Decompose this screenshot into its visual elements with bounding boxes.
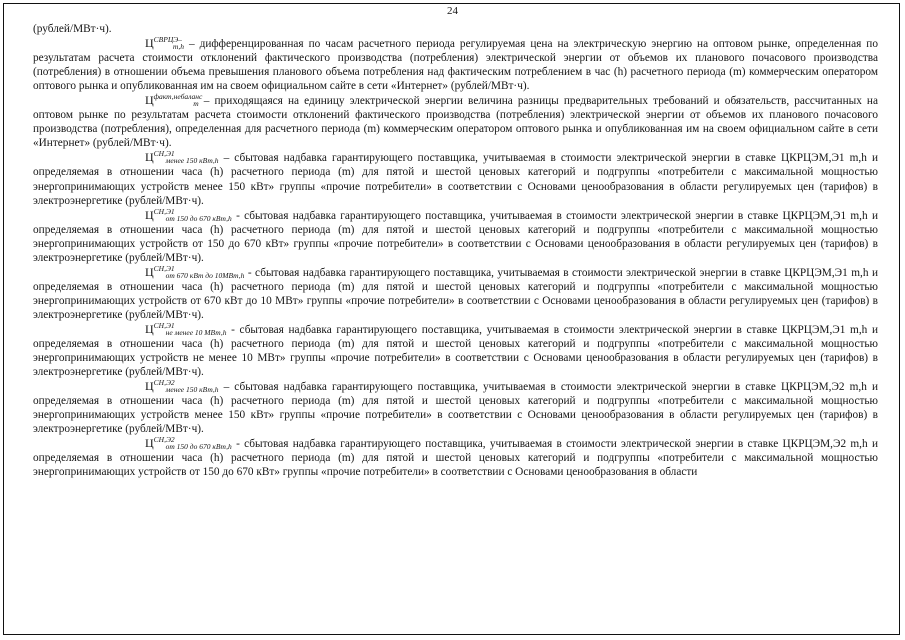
formula-symbol: $Ц^{СВРЦЭ-}_{m,h}$ [145,35,184,52]
formula-symbol: $Ц^{СН,Э1}_{от 670 кВт до 10МВт,h}$ [145,263,245,280]
paragraph [33,436,878,479]
paragraph-text: – сбытовая надбавка гарантирующего поставщика, учитываемая в стоимости электрической энергии в ставке ЦКРЦЭМ,Э1 m,h и определяемая в отношении часа (h) расчетного периода (m) для пятой и шестой ценовых категорий и подгруппы «потребители с максимальной мощностью энергопринимающих устройств менее 150 кВт» группы «прочие потребители» в соответствии с Основами ценообразования в области регулируемых цен (тарифов) в электроэнергетике (рублей/МВт·ч). [33,152,878,207]
paragraph-text: - сбытовая надбавка гарантирующего поставщика, учитываемая в стоимости электрической энергии в ставке ЦКРЦЭМ,Э2 m,h и определяемая в отношении часа (h) расчетного периода (m) для пятой и шестой ценовых категорий и подгруппы «потребители с максимальной мощностью энергопринимающих устройств от 150 до 670 кВт» группы «прочие потребители» в соответствии с Основами ценообразования в области [33,438,878,479]
document-body [33,22,878,480]
paragraph [33,36,878,93]
formula-symbol: $Ц^{СН,Э1}_{не менее 10 МВт,h}$ [145,320,227,337]
paragraph [33,93,878,150]
formula-symbol: $Ц^{СН,Э1}_{менее 150 кВт,h}$ [145,149,219,166]
paragraph [33,379,878,436]
formula-symbol: $Ц^{СН,Э2}_{от 150 до 670 кВт,h}$ [145,435,232,452]
paragraph-text: – сбытовая надбавка гарантирующего поставщика, учитываемая в стоимости электрической энергии в ставке ЦКРЦЭМ,Э2 m,h и определяемая в отношении часа (h) расчетного периода (m) для пятой и шестой ценовых категорий и подгруппы «потребители с максимальной мощностью энергопринимающих устройств менее 150 кВт» группы «прочие потребители» в соответствии с Основами ценообразования в области регулируемых цен (тарифов) в электроэнергетике (рублей/МВт·ч). [33,381,878,436]
paragraph-text: – приходящаяся на единицу электрической энергии величина разницы предварительных требований и обязательств, рассчитанных на оптовом рынке по результатам расчета стоимости отклонений фактического производства (потребления) электрической энергии от объемов их планового почасового производства (потребления), определенная для расчетного периода (m) коммерческим оператором оптового рынка и опубликованная им на своем официальном сайте в сети «Интернет» (рублей/МВт·ч). [33,95,878,150]
paragraph [33,150,878,207]
formula-symbol: $Ц^{СН,Э1}_{от 150 до 670 кВт,h}$ [145,206,232,223]
paragraph [33,22,878,36]
paragraph [33,322,878,379]
paragraph [33,208,878,265]
paragraph [33,265,878,322]
page-number: 24 [447,5,458,17]
formula-symbol: $Ц^{факт,небаланс}_m$ [145,92,203,109]
paragraph-text: - сбытовая надбавка гарантирующего поставщика, учитываемая в стоимости электрической энергии в ставке ЦКРЦЭМ,Э1 m,h и определяемая в отношении часа (h) расчетного периода (m) для пятой и шестой ценовых категорий и подгруппы «потребители с максимальной мощностью энергопринимающих устройств не менее 10 МВт» группы «прочие потребители» в соответствии с Основами ценообразования в области регулируемых цен (тарифов) в электроэнергетике (рублей/МВт·ч). [33,323,878,379]
paragraph-text: – дифференцированная по часам расчетного периода регулируемая цена на электрическую энергию на оптовом рынке, определенная по результатам расчета стоимости отклонений фактического производства (потребления) электрической энергии от объемов их планового почасового производства (потребления) в отношении объема превышения планового объема потребления над фактическим потреблением в час (h) расчетного периода (m) коммерческим оператором оптового рынка и опубликованная им на своем официальном сайте в сети «Интернет» (рублей/МВт·ч). [33,38,878,93]
formula-symbol: $Ц^{СН,Э2}_{менее 150 кВт,h}$ [145,378,219,395]
paragraph-text: - сбытовая надбавка гарантирующего поставщика, учитываемая в стоимости электрической энергии в ставке ЦКРЦЭМ,Э1 m,h и определяемая в отношении часа (h) расчетного периода (m) для пятой и шестой ценовых категорий и подгруппы «потребители с максимальной мощностью энергопринимающих устройств от 670 кВт до 10 МВт» группы «прочие потребители» в соответствии с Основами ценообразования в области регулируемых цен (тарифов) в электроэнергетике (рублей/МВт·ч). [33,266,878,321]
paragraph-text: (рублей/МВт·ч). [33,23,112,35]
paragraph-text: - сбытовая надбавка гарантирующего поставщика, учитываемая в стоимости электрической энергии в ставке ЦКРЦЭМ,Э1 m,h и определяемая в отношении часа (h) расчетного периода (m) для пятой и шестой ценовых категорий и подгруппы «потребители с максимальной мощностью энергопринимающих устройств от 150 до 670 кВт» группы «прочие потребители» в соответствии с Основами ценообразования в области регулируемых цен (тарифов) в электроэнергетике (рублей/МВт·ч). [33,209,878,264]
